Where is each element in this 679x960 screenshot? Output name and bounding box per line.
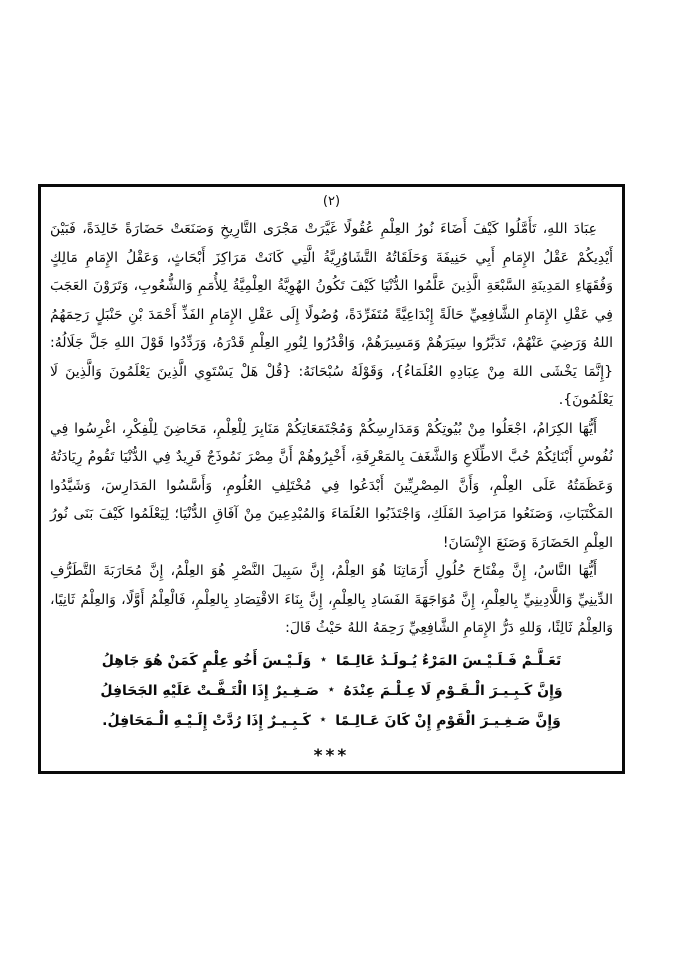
page-number: (٢)	[322, 194, 341, 209]
page-border-frame	[38, 184, 625, 774]
poem-verse	[50, 646, 613, 676]
paragraph-ibad-allah: عِبَادَ اللهِ، تَأَمَّلُوا كَيْفَ أَضَاءَ نُورُ العِلْمِ عُقُولًا غَيَّرَتْ مَجْرَى التَّارِيخِ وَصَنَعَتْ حَضَارَةً خَالِدَةً، فَبَيْنَ أَيْدِيكُمْ عَقْلُ الإِمَامِ أَبِي حَنِيفَةَ وَحَلَقَاتُهُ التَّشَاوُرِيَّةُ الَّتِي كَانَتْ مَرَاكِزَ أَبْحَاثٍ، وَعَقْلُ الإِمَامِ مَالِكٍ وَفُقَهَاءِ المَدِينَةِ السَّبْعَةِ الَّذِينَ عَلَّمُوا الدُّنْيَا كَيْفَ تَكُونُ الهُوِيَّةُ العِلْمِيَّةُ لِلأُمَمِ وَالشُّعُوبِ، وَتَرَوْنَ العَجَبَ فِي عَقْلِ الإِمَامِ الشَّافِعِيِّ حَالَةً إِبْدَاعِيَّةً مُتَفَرِّدَةً، وُصُولًا إِلَى عَقْلِ الإِمَامِ الفَذِّ أَحْمَدَ بْنِ حَنْبَلٍ رَحِمَهُمُ اللهُ وَرَضِيَ عَنْهُمْ، تَدَبَّرُوا سِيَرَهُمْ وَمَسِيرَهُمْ، وَاقْدُرُوا لِنُورِ العِلْمِ قَدْرَهُ، وَرَدِّدُوا قَوْلَ اللهِ جَلَّ جَلَالُهُ: {إِنَّمَا يَخْشَى اللهَ مِنْ عِبَادِهِ العُلَمَاءُ}، وَقَوْلَهُ سُبْحَانَهُ: {قُلْ هَلْ يَسْتَوِي الَّذِينَ يَعْلَمُونَ وَالَّذِينَ لَا يَعْلَمُونَ}.	[50, 221, 613, 408]
verse-separator-star-icon: ٭	[327, 681, 335, 696]
verse-1-second-hemistich: وَلَـيْـسَ أَخُو عِلْمٍ كَمَنْ هُوَ جَاهِلُ	[101, 652, 312, 669]
poem-verse	[50, 676, 613, 706]
end-ornament-asterisks: ***	[313, 745, 350, 766]
shafii-poem	[50, 646, 613, 736]
verse-2-second-hemistich: صَـغِـيرٌ إِذَا الْتَـفَّـتْ عَلَيْهِ الجَحَافِلُ	[100, 682, 319, 699]
verse-3-second-hemistich: كَـبِـيـرٌ إِذَا رُدَّتْ إِلَـيْـهِ الْـمَحَافِلُ.	[102, 712, 311, 729]
verse-3-first-hemistich: وَإِنَّ صَـغِـيـرَ الْقَوْمِ إِنْ كَانَ عَـالِـمًا	[335, 712, 561, 729]
verse-1-first-hemistich: تَعَـلَّـمْ فَـلَـيْـسَ المَرْءُ يُـولَـدُ عَالِـمًا	[335, 652, 562, 669]
verse-2-first-hemistich: وَإِنَّ كَـبِـيـرَ الْـقَـوْمِ لَا عِـلْـمَ عِنْدَهُ	[343, 682, 563, 699]
verse-separator-star-icon: ٭	[319, 711, 327, 726]
poem-verse	[50, 706, 613, 736]
verse-separator-star-icon: ٭	[320, 651, 327, 666]
paragraph-ayyuha-alnas: أَيُّهَا النَّاسُ، إِنَّ مِفْتَاحَ حُلُولِ أَزَمَاتِنَا هُوَ العِلْمُ، إِنَّ سَبِيلَ النَّصْرِ هُوَ العِلْمُ، إِنَّ مُحَارَبَةَ التَّطَرُّفِ الدِّينِيِّ وَاللَّادِينِيِّ بِالعِلْمِ، إِنَّ مُوَاجَهَةَ الفَسَادِ بِالعِلْمِ، إِنَّ بِنَاءَ الاقْتِصَادِ بِالعِلْمِ، فَالْعِلْمُ أَوَّلًا، وَالعِلْمُ ثَانِيًا، وَالعِلْمُ ثَالِثًا، وَللهِ دَرُّ الإِمَامِ الشَّافِعِيِّ رَحِمَهُ اللهُ حَيْثُ قَالَ:	[50, 563, 613, 636]
paragraph-ayyuha-alkiram: أَيُّهَا الكِرَامُ، اجْعَلُوا مِنْ بُيُوتِكُمْ وَمَدَارِسِكُمْ وَمُجْتَمَعَاتِكُمْ مَنَابِرَ لِلْعِلْمِ، مَحَاضِنَ لِلْفِكْرِ، اغْرِسُوا فِي نُفُوسِ أَبْنَائِكُمْ حُبَّ الاطِّلَاعِ وَالشَّغَفَ بِالمَعْرِفَةِ، أَخْبِرُوهُمْ أَنَّ مِصْرَ نَمُوذَجٌ فَرِيدٌ فِي الدُّنْيَا تَقُومُ رِيَادَتُهُ وَعَظَمَتُهُ عَلَى العِلْمِ، وَأَنَّ المِصْرِيِّينَ أَبْدَعُوا فِي مُخْتَلِفِ العُلُومِ، وَأَسَّسُوا المَدَارِسَ، وَشَيَّدُوا المَكْتَبَاتِ، وَصَنَعُوا مَرَاصِدَ الفَلَكِ، وَاجْتَذَبُوا العُلَمَاءَ وَالمُبْدِعِينَ مِنْ آفَاقِ الدُّنْيَا؛ لِيَعْلَمُوا كَيْفَ بَنَى نُورُ العِلْمِ الحَضَارَةَ وَصَنَعَ الإِنْسَانَ!	[50, 420, 613, 551]
